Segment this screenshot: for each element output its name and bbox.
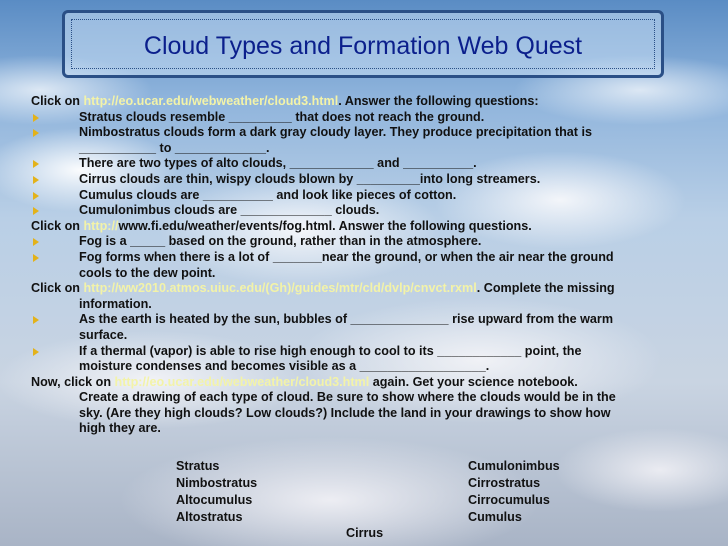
instruction-2 <box>31 219 721 235</box>
instruction-text: . Complete the missing <box>476 281 615 296</box>
question-line <box>31 359 721 375</box>
question-line <box>31 266 721 282</box>
bullet-icon <box>33 114 39 122</box>
cloud-list-right <box>468 458 560 526</box>
question-line <box>31 234 721 250</box>
question-text: Cirrus clouds are thin, wispy clouds blown by _________into long streamers. <box>79 171 541 186</box>
instruction-4 <box>31 375 721 391</box>
instruction-3-continued: information. <box>79 296 152 311</box>
question-text: Stratus clouds resemble _________ that does not reach the ground. <box>79 109 485 124</box>
question-list-2 <box>31 234 721 281</box>
cloud-type: Cirrocumulus <box>468 493 550 507</box>
instruction-1 <box>31 94 721 110</box>
cloud-type: Altostratus <box>176 510 243 524</box>
cloud-type: Cumulonimbus <box>468 459 560 473</box>
question-line <box>31 110 721 126</box>
cloud-type-center: Cirrus <box>346 526 384 540</box>
question-line <box>31 250 721 266</box>
cloud-type: Altocumulus <box>176 493 253 507</box>
cloud-type: Nimbostratus <box>176 476 258 490</box>
instruction-text: Click on <box>31 94 84 108</box>
question-line <box>31 172 721 188</box>
instruction-text: Click on <box>31 218 84 233</box>
cloud-list-left <box>176 458 257 526</box>
bullet-icon <box>33 160 39 168</box>
link-cloud3-again[interactable]: http://eo.ucar.edu/webweather/cloud3.html <box>114 374 370 389</box>
title-frame <box>62 10 664 78</box>
question-text: As the earth is heated by the sun, bubbles of ______________ rise upward from the warm <box>79 312 614 327</box>
cloud-type: Cumulus <box>468 510 522 524</box>
drawing-instruction-line: sky. (Are they high clouds? Low clouds?) Include the land in your drawings to show how <box>79 405 611 420</box>
link-fog[interactable]: http:// <box>83 218 119 233</box>
question-text: Nimbostratus clouds form a dark gray cloudy layer. They produce precipitation that is <box>79 125 592 140</box>
question-text: Cumulus clouds are __________ and look like pieces of cotton. <box>79 187 457 202</box>
worksheet-body <box>31 94 721 437</box>
question-line <box>31 156 721 172</box>
question-text: Fog forms when there is a lot of _______near the ground, or when the air near the ground <box>79 249 614 264</box>
cloud-type: Stratus <box>176 459 220 473</box>
bullet-icon <box>33 316 39 324</box>
question-text: If a thermal (vapor) is able to rise high enough to cool to its ____________ point, the <box>79 343 582 358</box>
drawing-instruction-line: high they are. <box>79 421 161 436</box>
link-convection[interactable]: http://ww2010.atmos.uiuc.edu/(Gh)/guides/mtr/cld/dvlp/cnvct.rxml <box>83 281 477 296</box>
bullet-icon <box>33 129 39 137</box>
page-title: Cloud Types and Formation Web Quest <box>143 32 583 60</box>
question-text: moisture condenses and becomes visible as a __________________. <box>79 359 490 374</box>
question-line <box>31 344 721 360</box>
question-text: Cumulonimbus clouds are _____________ clouds. <box>79 203 380 218</box>
bullet-icon <box>33 254 39 262</box>
bullet-icon <box>33 348 39 356</box>
bullet-icon <box>33 238 39 246</box>
instruction-text: again. Get your science notebook. <box>369 374 578 389</box>
question-text: ___________ to _____________. <box>79 140 270 155</box>
question-line <box>31 203 721 219</box>
question-text: surface. <box>79 327 128 342</box>
drawing-instruction-line: Create a drawing of each type of cloud. Be sure to show where the clouds would be in the <box>79 390 616 405</box>
question-line <box>31 141 721 157</box>
instruction-text: Click on <box>31 281 84 296</box>
question-list-1 <box>31 110 721 219</box>
bullet-icon <box>33 176 39 184</box>
instruction-text: . Answer the following questions: <box>338 94 539 108</box>
question-line <box>31 188 721 204</box>
instruction-text: Now, click on <box>31 374 115 389</box>
question-text: cools to the dew point. <box>79 265 216 280</box>
question-text: Fog is a _____ based on the ground, rather than in the atmosphere. <box>79 234 482 249</box>
instruction-text: www.fi.edu/weather/events/fog.html. Answer the following questions. <box>118 218 532 233</box>
question-line <box>31 328 721 344</box>
question-list-3 <box>31 312 721 374</box>
question-line <box>31 125 721 141</box>
cloud-type: Cirrostratus <box>468 476 541 490</box>
bullet-icon <box>33 207 39 215</box>
bullet-icon <box>33 192 39 200</box>
question-text: There are two types of alto clouds, ____________ and __________. <box>79 156 477 171</box>
question-line <box>31 312 721 328</box>
instruction-3 <box>31 281 721 297</box>
link-cloud3[interactable]: http://eo.ucar.edu/webweather/cloud3.html <box>83 94 339 108</box>
